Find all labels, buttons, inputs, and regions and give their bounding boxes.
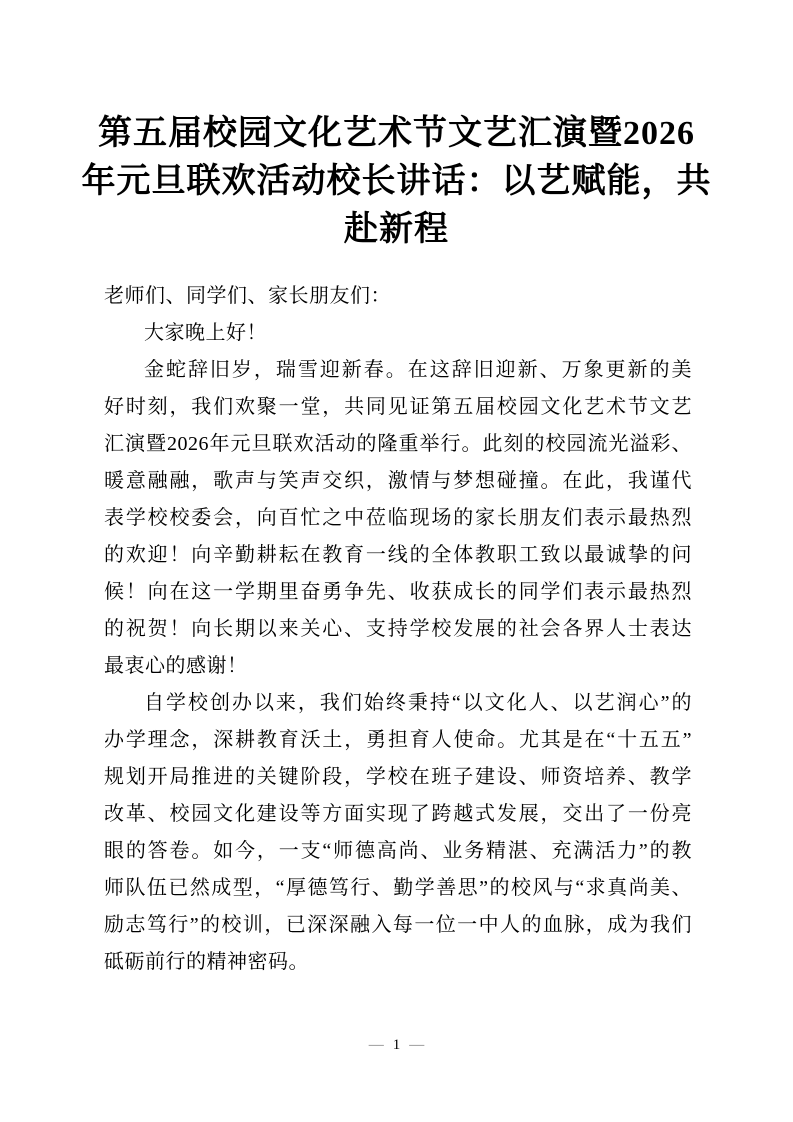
text-line: 自学校创办以来，我们始终秉持“以文化人、以艺润心”的 xyxy=(144,692,692,714)
title-line: 赴新程 xyxy=(344,211,449,248)
text-line: 金蛇辞旧岁，瑞雪迎新春。在这辞旧迎新、万象更新的美 xyxy=(144,359,692,381)
text-line: 好时刻，我们欢聚一堂，共同见证第五届校园文化艺术节文艺 xyxy=(104,396,692,418)
text-line: 励志笃行”的校训，已深深融入每一位一中人的血脉，成为我们 xyxy=(104,914,692,936)
document-title xyxy=(40,110,753,254)
title-line: 第五届校园文化艺术节文艺汇演暨2026 xyxy=(98,115,695,152)
text-line: 最衷心的感谢！ xyxy=(104,655,248,677)
text-line: 候！向在这一学期里奋勇争先、收获成长的同学们表示最热烈 xyxy=(104,581,692,603)
text-line: 老师们、同学们、家长朋友们： xyxy=(104,285,391,307)
text-line: 的祝贺！向长期以来关心、支持学校发展的社会各界人士表达 xyxy=(104,618,692,640)
footer-page-number: 1 xyxy=(392,1037,401,1053)
title-line: 年元旦联欢活动校长讲话：以艺赋能，共 xyxy=(81,163,712,200)
text-line: 表学校校委会，向百忙之中莅临现场的家长朋友们表示最热烈 xyxy=(104,507,692,529)
text-line: 汇演暨2026年元旦联欢活动的隆重举行。此刻的校园流光溢彩、 xyxy=(104,433,692,455)
text-line: 办学理念，深耕教育沃土，勇担育人使命。尤其是在“十五五” xyxy=(104,729,692,751)
document-body xyxy=(104,278,692,981)
text-line: 规划开局推进的关键阶段，学校在班子建设、师资培养、教学 xyxy=(104,766,692,788)
text-line: 的欢迎！向辛勤耕耘在教育一线的全体教职工致以最诚挚的问 xyxy=(104,544,692,566)
text-line: 大家晚上好！ xyxy=(144,322,267,344)
text-line: 改革、校园文化建设等方面实现了跨越式发展，交出了一份亮 xyxy=(104,803,692,825)
text-line: 砥砺前行的精神密码。 xyxy=(104,951,309,973)
page-footer xyxy=(0,1035,793,1055)
text-line: 暖意融融，歌声与笑声交织，激情与梦想碰撞。在此，我谨代 xyxy=(104,470,692,492)
footer-right-dash: — xyxy=(409,1037,425,1053)
text-line: 师队伍已然成型，“厚德笃行、勤学善思”的校风与“求真尚美、 xyxy=(104,877,692,899)
footer-left-dash: — xyxy=(368,1037,384,1053)
text-line: 眼的答卷。如今，一支“师德高尚、业务精湛、充满活力”的教 xyxy=(104,840,692,862)
